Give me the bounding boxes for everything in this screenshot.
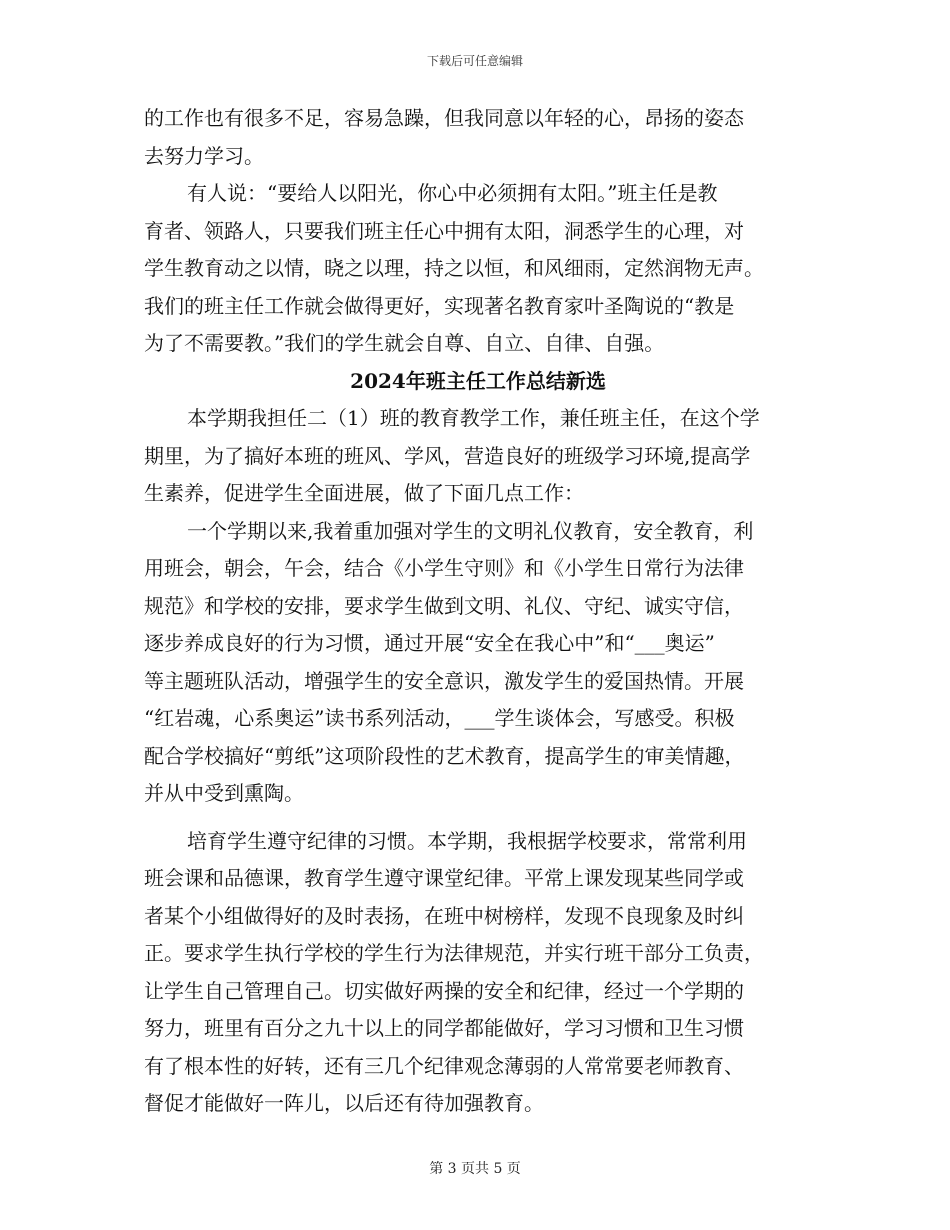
- text-line: 让学生自己管理自己。切实做好两操的安全和纪律，经过一个学期的: [144, 978, 744, 1003]
- text-line: 班会课和品德课，教育学生遵守课堂纪律。平常上课发现某些同学或: [144, 866, 744, 890]
- page-header: 下载后可任意编辑: [426, 54, 523, 68]
- text-line: 用班会，朝会，午会，结合《小学生守则》和《小学生日常行为法律: [144, 556, 744, 580]
- text-line: 的工作也有很多不足，容易急躁，但我同意以年轻的心，昂扬的姿态: [144, 106, 744, 130]
- document-body: [144, 100, 812, 1123]
- text-line: 者某个小组做得好的及时表扬，在班中树榜样，发现不良现象及时纠: [144, 903, 744, 928]
- text-line: 有人说：“要给人以阳光，你心中必须拥有太阳。”班主任是教: [187, 181, 718, 205]
- text-line: 我们的班主任工作就会做得更好，实现著名教育家叶圣陶说的“教是: [144, 293, 735, 318]
- text-line: 规范》和学校的安排，要求学生做到文明、礼仪、守纪、诚实守信，: [144, 593, 744, 618]
- text-line: 培育学生遵守纪律的习惯。本学期，我根据学校要求，常常利用: [187, 828, 747, 853]
- text-line: 生素养，促进学生全面进展，做了下面几点工作：: [144, 481, 584, 505]
- text-line: “红岩魂，心系奥运”读书系列活动，___学生谈体会，写感受。积极: [144, 706, 735, 730]
- text-line: 努力，班里有百分之九十以上的同学都能做好，学习习惯和卫生习惯: [144, 1016, 744, 1040]
- text-line: 并从中受到熏陶。: [144, 781, 304, 805]
- text-line: 正。要求学生执行学校的学生行为法律规范，并实行班干部分工负责，: [144, 941, 764, 965]
- text-line: 去努力学习。: [144, 143, 264, 168]
- text-line: 等主题班队活动，增强学生的安全意识，激发学生的爱国热情。开展: [144, 668, 744, 693]
- text-line: 配合学校搞好“剪纸”这项阶段性的艺术教育，提高学生的审美情趣，: [144, 743, 745, 768]
- text-line: 逐步养成良好的行为习惯，通过开展“安全在我心中”和“___奥运”: [144, 631, 715, 655]
- page-number: 第 3 页共 5 页: [429, 1161, 521, 1177]
- section-title: 2024年班主任工作总结新选: [350, 368, 606, 393]
- paragraph-gap: [144, 813, 812, 823]
- text-line: 学生教育动之以情，晓之以理，持之以恒，和风细雨，定然润物无声。: [144, 256, 764, 280]
- text-line: 为了不需要教。”我们的学生就会自尊、自立、自律、自强。: [144, 331, 665, 355]
- text-line: 本学期我担任二（1）班的教育教学工作，兼任班主任，在这个学: [187, 406, 760, 430]
- text-line: 一个学期以来,我着重加强对学生的文明礼仪教育，安全教育，利: [187, 518, 754, 543]
- text-line: 育者、领路人，只要我们班主任心中拥有太阳，洞悉学生的心理，对: [144, 218, 744, 243]
- text-line: 有了根本性的好转，还有三几个纪律观念薄弱的人常常要老师教育、: [144, 1053, 744, 1078]
- text-line: 督促才能做好一阵儿，以后还有待加强教育。: [144, 1091, 544, 1115]
- text-line: 期里，为了搞好本班的班风、学风，营造良好的班级学习环境,提高学: [144, 443, 751, 468]
